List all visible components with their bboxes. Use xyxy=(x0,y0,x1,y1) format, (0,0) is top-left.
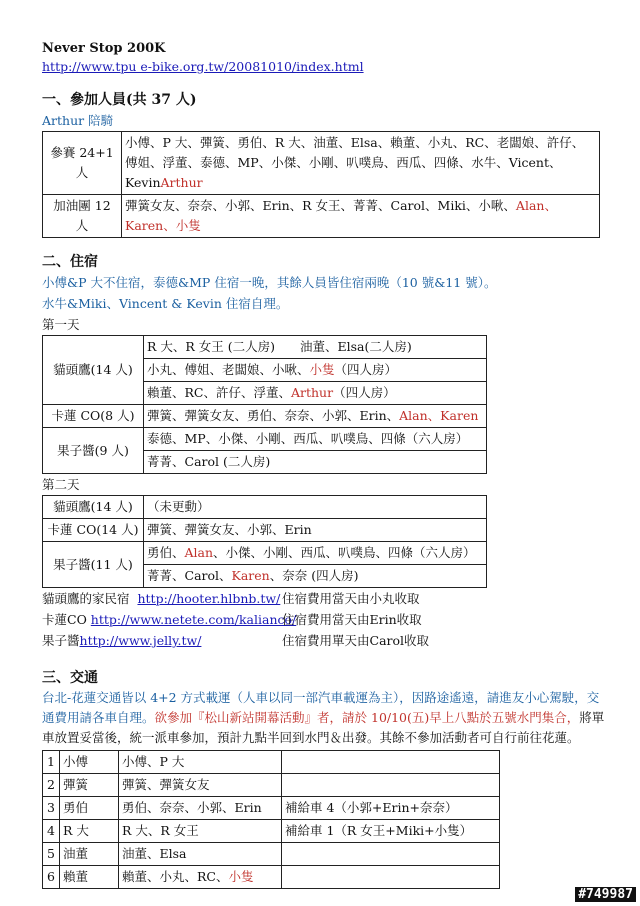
table-row xyxy=(43,195,600,238)
day2-label: 第二天 xyxy=(42,477,80,492)
section1-note: Arthur 陪騎 xyxy=(42,113,114,128)
room-cell: （未更動） xyxy=(144,496,487,519)
day2-table xyxy=(42,495,487,588)
room-cell: 菁菁、Carol、Karen、奈奈 (四人房) xyxy=(144,565,487,588)
hotel-link[interactable]: http://www.netete.com/kalianco/ xyxy=(90,612,297,627)
hotel-link[interactable]: http://www.jelly.tw/ xyxy=(79,633,202,648)
lodging-note-2: 水牛&Miki、Vincent & Kevin 住宿自理。 xyxy=(42,296,289,311)
participants-label: 參賽 24+1 人 xyxy=(43,132,122,195)
participants-label: 加油團 12 人 xyxy=(43,195,122,238)
room-cell: 泰德、MP、小傑、小剛、西瓜、叭噗鳥、四條（六人房） xyxy=(144,428,487,451)
list-item: 卡蓮CO http://www.netete.com/kalianco/ xyxy=(42,612,297,627)
hotel-name: 卡蓮 CO(14 人) xyxy=(43,519,144,542)
room-cell: 菁菁、Carol (二人房) xyxy=(144,451,487,474)
hotel-link[interactable]: http://hooter.hlbnb.tw/ xyxy=(137,591,281,606)
table-row: 4 R 大 R 大、R 女王 補給車 1（R 女王+Miki+小隻） xyxy=(43,820,500,843)
table-row: 5 油董 油董、Elsa xyxy=(43,843,500,866)
hotel-name: 貓頭鷹(14 人) xyxy=(43,336,144,405)
table-row xyxy=(43,428,487,451)
room-cell: 勇伯、Alan、小傑、小剛、西瓜、叭噗鳥、四條（六人房） xyxy=(144,542,487,565)
hotel-name: 果子醬(11 人) xyxy=(43,542,144,588)
section2-heading: 二、住宿 xyxy=(42,254,98,270)
table-row: 3 勇伯 勇伯、奈奈、小郭、Erin 補給車 4（小郭+Erin+奈奈） xyxy=(43,797,500,820)
lodging-note-1: 小傅&P 大不住宿，泰德&MP 住宿一晚，其餘人員皆住宿兩晚（10 號&11 號）。 xyxy=(42,275,497,290)
room-cell: 彈簧、彈簧女友、小郭、Erin xyxy=(144,519,487,542)
lodging-links xyxy=(42,588,608,654)
room-cell: 賴董、RC、許仔、浮董、Arthur（四人房） xyxy=(144,382,487,405)
day1-label: 第一天 xyxy=(42,317,80,332)
participants-cell: 小傅、P 大、彈簧、勇伯、R 大、油董、Elsa、賴董、小丸、RC、老闆娘、許仔、傅姐、浮董、泰德、MP、小傑、小剛、叭噗鳥、西瓜、四條、水牛、Vicent、KevinArthur xyxy=(122,132,600,195)
table-row xyxy=(43,405,487,428)
section3-heading: 三、交通 xyxy=(42,670,98,686)
table-row: 1 小傅 小傅、P 大 xyxy=(43,751,500,774)
hotel-name: 卡蓮 CO(8 人) xyxy=(43,405,144,428)
list-item: 貓頭鷹的家民宿 http://hooter.hlbnb.tw/ xyxy=(42,591,281,606)
hotel-name: 果子醬(9 人) xyxy=(43,428,144,474)
doc-title: Never Stop 200K xyxy=(42,41,166,56)
room-cell: R 大、R 女王 (二人房) 油董、Elsa(二人房) xyxy=(144,336,487,359)
participants-table xyxy=(42,131,600,238)
section1-heading: 一、參加人員(共 37 人) xyxy=(42,92,197,108)
table-row xyxy=(43,519,487,542)
list-item: 果子醬http://www.jelly.tw/ xyxy=(42,633,202,648)
table-row xyxy=(43,542,487,565)
event-link[interactable]: http://www.tpu e-bike.org.tw/20081010/index.html xyxy=(42,59,364,74)
table-row xyxy=(43,336,487,359)
table-row xyxy=(43,496,487,519)
table-row xyxy=(43,132,600,195)
room-cell: 彈簧、彈簧女友、勇伯、奈奈、小郭、Erin、Alan、Karen xyxy=(144,405,487,428)
hotel-name: 貓頭鷹(14 人) xyxy=(43,496,144,519)
room-cell: 小丸、傅姐、老闆娘、小啾、小隻（四人房） xyxy=(144,359,487,382)
table-row: 2 彈簧 彈簧、彈簧女友 xyxy=(43,774,500,797)
transport-table xyxy=(42,750,500,889)
day1-table xyxy=(42,335,487,474)
payment-note: 住宿費用當天由小丸收取 xyxy=(282,591,420,606)
watermark: #749987 xyxy=(575,887,636,902)
transport-paragraph: 台北-花蓮交通皆以 4+2 方式載運（人車以同一部汽車載運為主），因路途遙遠，請進友小心駕駛，交通費用請各車自理。欲參加『松山新站開幕活動』者，請於 10/10(五)早上八點於五號水門集合，將單車放置妥當後，統一派車參加，預計九點半回到水門＆出發。其餘不參加活動者可自行前往花蓮。 xyxy=(42,690,605,745)
participants-cell: 彈簧女友、奈奈、小郭、Erin、R 女王、菁菁、Carol、Miki、小啾、Alan、Karen、小隻 xyxy=(122,195,600,238)
document-page xyxy=(42,40,608,889)
table-row: 6 賴董 賴董、小丸、RC、小隻 xyxy=(43,866,500,889)
payment-note: 住宿費用單天由Carol收取 xyxy=(282,633,430,648)
payment-note: 住宿費用當天由Erin收取 xyxy=(282,612,422,627)
